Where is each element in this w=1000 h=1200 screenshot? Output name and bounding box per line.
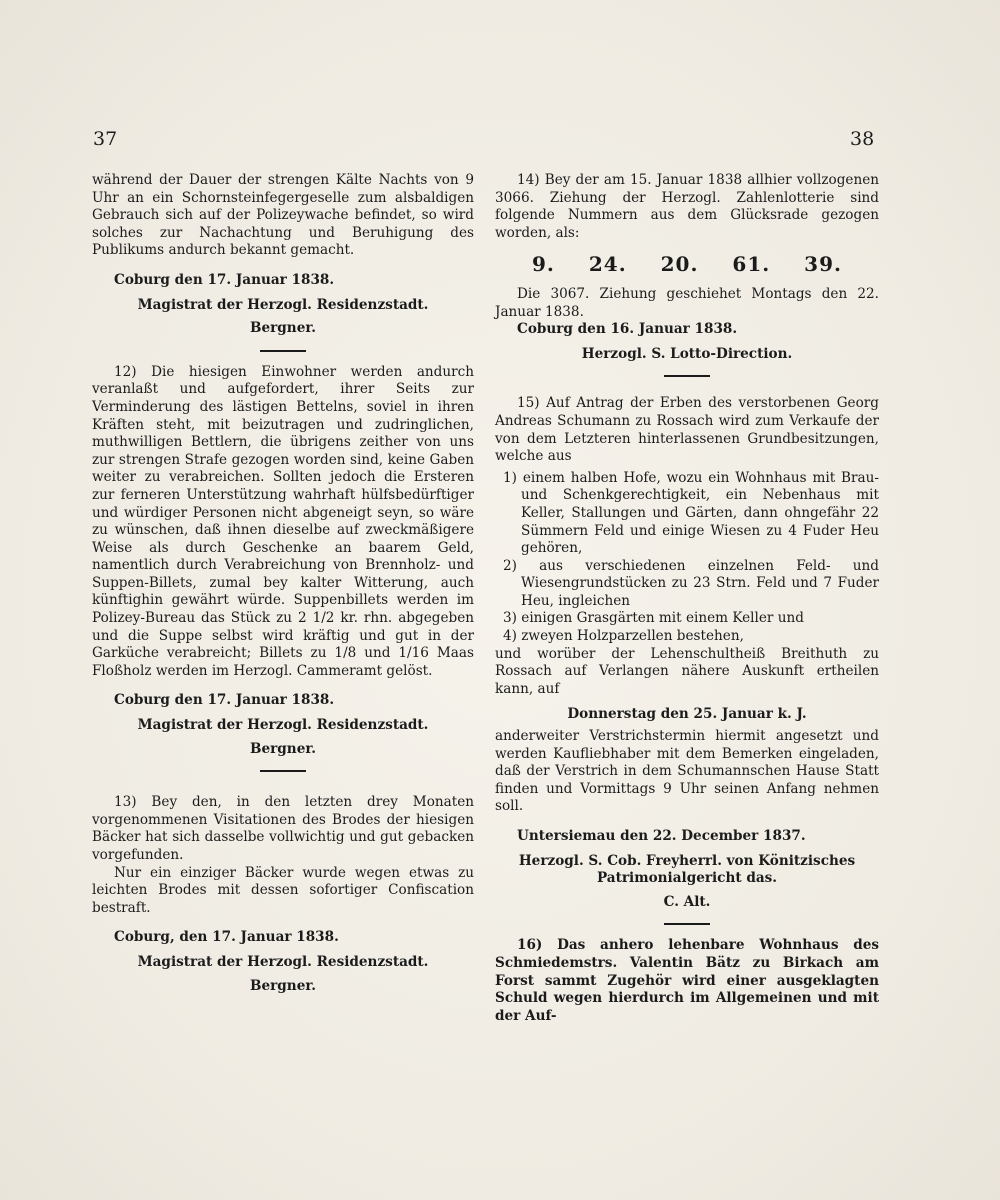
list-item: 3) einigen Grasgärten mit einem Keller und <box>503 610 804 627</box>
notice-text: 12) Die hiesigen Einwohner werden andurch veranlaßt und aufgefordert, ihrer Seits zur Verminderung des lästigen Bettelns, soviel in ihren Kräften steht, mit beizutragen und zudringlichen, muthwilligen Bettlern, die übrigens zeither von uns zur strengen Strafe gezogen worden sind, keine Gaben weiter zu verabreichen. Sollten jedoch die Ersteren zur ferneren Unterstützung wahrhaft hülfsbedürftiger und würdiger Personen nicht abgeneigt seyn, so wäre zu wünschen, daß ihnen dieselbe auf zweckmäßigere Weise als durch Geschenke an baarem Geld, namentlich durch Verabreichung von Brennholz- und Suppen-Billets, zumal bey kalter Witterung, auch künftighin gewährt würde. Suppenbillets werden im Polizey-Bureau das Stück zu 2 1/2 kr. rhn. abgegeben und die Suppe selbst wird kräftig und gut in der Garküche verabreicht; Billets zu 1/8 und 1/16 Maas Floßholz werden im Herzogl. Cammeramt gelöst. <box>92 363 474 679</box>
signature: Bergner. <box>250 320 316 337</box>
issuer: Herzogl. S. Cob. Freyherrl. von Könitzisches Patrimonialgericht das. <box>518 852 856 887</box>
lottery-number: 20. <box>660 252 699 277</box>
place-date: Untersiemau den 22. December 1837. <box>517 828 806 844</box>
notice-text: 14) Bey der am 15. Januar 1838 allhier vollzogenen 3066. Ziehung der Herzogl. Zahlenlotterie sind folgende Nummern aus dem Glücksrade gezogen worden, als: <box>495 172 879 241</box>
list-item: 1) einem halben Hofe, wozu ein Wohnhaus mit Brau- und Schenkgerechtigkeit, ein Nebenhaus mit Keller, Stallungen und Gärten, dann ohngefähr 22 Sümmern Feld und einige Wiesen zu 4 Fuder Heu gehören, <box>503 469 879 557</box>
property-list <box>495 470 879 646</box>
notice-11 <box>92 172 474 338</box>
divider <box>260 350 306 352</box>
list-item: 4) zweyen Holzparzellen bestehen, <box>503 628 744 645</box>
lottery-number: 61. <box>732 252 771 277</box>
signature: Bergner. <box>250 740 316 757</box>
right-column <box>495 172 879 1025</box>
place-date: Coburg den 17. Januar 1838. <box>114 271 335 288</box>
divider <box>260 770 306 772</box>
lottery-numbers <box>495 252 879 277</box>
page-number-right: 38 <box>850 128 875 150</box>
left-column <box>92 172 474 995</box>
lottery-number: 9. <box>532 252 555 277</box>
notice-text: 13) Bey den, in den letzten drey Monaten vorgenommenen Visitationen des Brodes der hiesigen Bäcker hat sich dasselbe vollwichtig und gut gebacken vorgefunden. <box>92 794 474 863</box>
issuer: Magistrat der Herzogl. Residenzstadt. <box>137 717 429 734</box>
notice-intro: 15) Auf Antrag der Erben des verstorbenen Georg Andreas Schumann zu Rossach wird zum Verkaufe der von dem Letzteren hinterlassenen Grundbesitzungen, welche aus <box>495 395 879 465</box>
divider <box>664 375 710 377</box>
divider <box>664 923 710 925</box>
issuer: Magistrat der Herzogl. Residenzstadt. <box>137 296 429 313</box>
lottery-number: 39. <box>804 252 842 277</box>
auction-date: Donnerstag den 25. Januar k. J. <box>567 706 807 723</box>
next-draw: Die 3067. Ziehung geschiehet Montags den 22. Januar 1838. <box>495 285 879 320</box>
notice-14 <box>495 172 879 363</box>
notice-body: anderweiter Verstrichstermin hiermit angesetzt und werden Kaufliebhaber mit dem Bemerken eingeladen, daß der Verstrich in dem Schumannschen Hause Statt finden und Vormittags 9 Uhr seinen Anfang nehmen soll. <box>495 728 879 815</box>
notice-middle: und worüber der Lehenschultheiß Breithuth zu Rossach auf Verlangen nähere Auskunft ertheilen kann, auf <box>495 645 879 697</box>
notice-text: 16) Das anhero lehenbare Wohnhaus des Schmiedemstrs. Valentin Bätz zu Birkach am Forst sammt Zugehör wird einer ausgeklagten Schuld wegen hierdurch im Allgemeinen und mit der Auf- <box>495 937 879 1024</box>
notice-13 <box>92 794 474 995</box>
list-item: 2) aus verschiedenen einzelnen Feld- und Wiesengrundstücken zu 23 Strn. Feld und 7 Fuder Heu, ingleichen <box>503 557 879 609</box>
issuer: Magistrat der Herzogl. Residenzstadt. <box>137 953 429 970</box>
notice-text-2: Nur ein einziger Bäcker wurde wegen etwas zu leichten Brodes mit dessen sofortiger Confiscation bestraft. <box>92 864 474 916</box>
issuer: Herzogl. S. Lotto-Direction. <box>581 345 793 362</box>
page-number-left: 37 <box>93 128 118 150</box>
notice-15 <box>495 395 879 911</box>
place-date: Coburg den 17. Januar 1838. <box>114 692 335 709</box>
place-date: Coburg den 16. Januar 1838. <box>517 321 738 338</box>
signature: Bergner. <box>250 977 316 994</box>
notice-12 <box>92 364 474 758</box>
notice-16 <box>495 937 879 1025</box>
notice-text: während der Dauer der strengen Kälte Nachts von 9 Uhr an ein Schornsteinfegergeselle zum alsbaldigen Gebrauch sich auf der Polizeywache befindet, so wird solches zur Nachachtung und Beruhigung des Publikums andurch bekannt gemacht. <box>92 172 474 259</box>
place-date: Coburg, den 17. Januar 1838. <box>114 929 339 946</box>
signature: C. Alt. <box>663 893 711 910</box>
lottery-number: 24. <box>588 252 627 277</box>
